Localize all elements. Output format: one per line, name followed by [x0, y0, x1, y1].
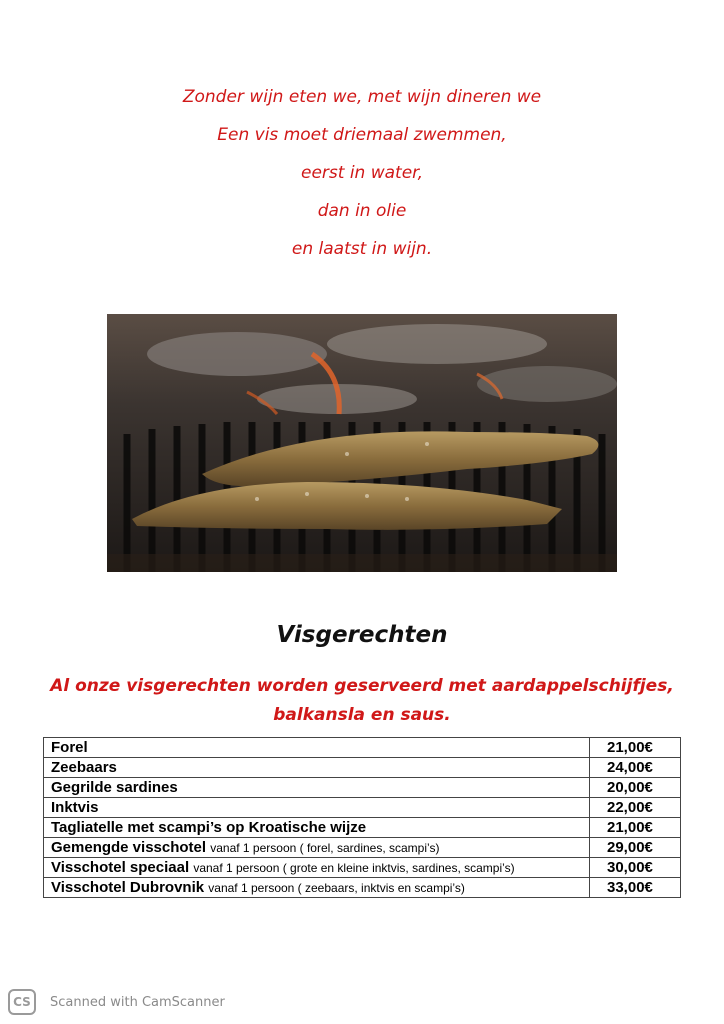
menu-item-name: Inktvis	[51, 799, 99, 816]
menu-row	[44, 858, 681, 878]
menu-item-name: Visschotel Dubrovnik	[51, 879, 205, 896]
camscanner-logo: CS	[8, 989, 36, 1015]
scanner-watermark	[8, 987, 225, 1017]
grilled-fish-photo	[107, 314, 617, 572]
menu-row	[44, 798, 681, 818]
menu-item-price: 30,00€	[590, 858, 681, 878]
menu-item-cell	[44, 838, 590, 858]
menu-item-name: Visschotel speciaal	[51, 859, 190, 876]
section-title: Visgerechten	[276, 622, 448, 648]
menu-row	[44, 878, 681, 898]
subtitle-line: Al onze visgerechten worden geserveerd met aardappelschijfjes,	[50, 676, 674, 696]
menu-row	[44, 738, 681, 758]
menu-item-description: vanaf 1 persoon ( forel, sardines, scampi’s)	[210, 841, 440, 855]
menu-item-cell	[44, 738, 590, 758]
watermark-text: Scanned with CamScanner	[50, 994, 225, 1010]
quote-line: eerst in water,	[300, 163, 423, 183]
menu-item-name: Tagliatelle met scampi’s op Kroatische wijze	[51, 819, 367, 836]
menu-item-price: 21,00€	[590, 818, 681, 838]
menu-item-name: Gemengde visschotel	[51, 839, 207, 856]
menu-item-price: 21,00€	[590, 738, 681, 758]
subtitle-line: balkansla en saus.	[273, 705, 451, 725]
menu-item-cell	[44, 878, 590, 898]
quote-block	[0, 84, 724, 274]
quote-line: Een vis moet driemaal zwemmen,	[217, 125, 507, 145]
menu-item-cell	[44, 858, 590, 878]
quote-line: en laatst in wijn.	[291, 239, 433, 259]
menu-item-name: Zeebaars	[51, 759, 117, 776]
menu-item-price: 33,00€	[590, 878, 681, 898]
menu-item-name: Forel	[51, 739, 88, 756]
menu-row	[44, 818, 681, 838]
menu-item-name: Gegrilde sardines	[51, 779, 178, 796]
quote-line: dan in olie	[317, 201, 407, 221]
menu-item-cell	[44, 758, 590, 778]
menu-item-price: 29,00€	[590, 838, 681, 858]
menu-item-cell	[44, 778, 590, 798]
menu-item-description: vanaf 1 persoon ( grote en kleine inktvis, sardines, scampi’s)	[193, 861, 515, 875]
menu-table	[43, 737, 681, 898]
menu-item-price: 22,00€	[590, 798, 681, 818]
quote-line: Zonder wijn eten we, met wijn dineren we	[182, 87, 542, 107]
section-subtitle	[40, 672, 684, 730]
menu-item-price: 24,00€	[590, 758, 681, 778]
menu-item-description: vanaf 1 persoon ( zeebaars, inktvis en scampi’s)	[208, 881, 465, 895]
menu-row	[44, 838, 681, 858]
menu-item-price: 20,00€	[590, 778, 681, 798]
menu-item-cell	[44, 798, 590, 818]
menu-row	[44, 758, 681, 778]
menu-row	[44, 778, 681, 798]
menu-item-cell	[44, 818, 590, 838]
